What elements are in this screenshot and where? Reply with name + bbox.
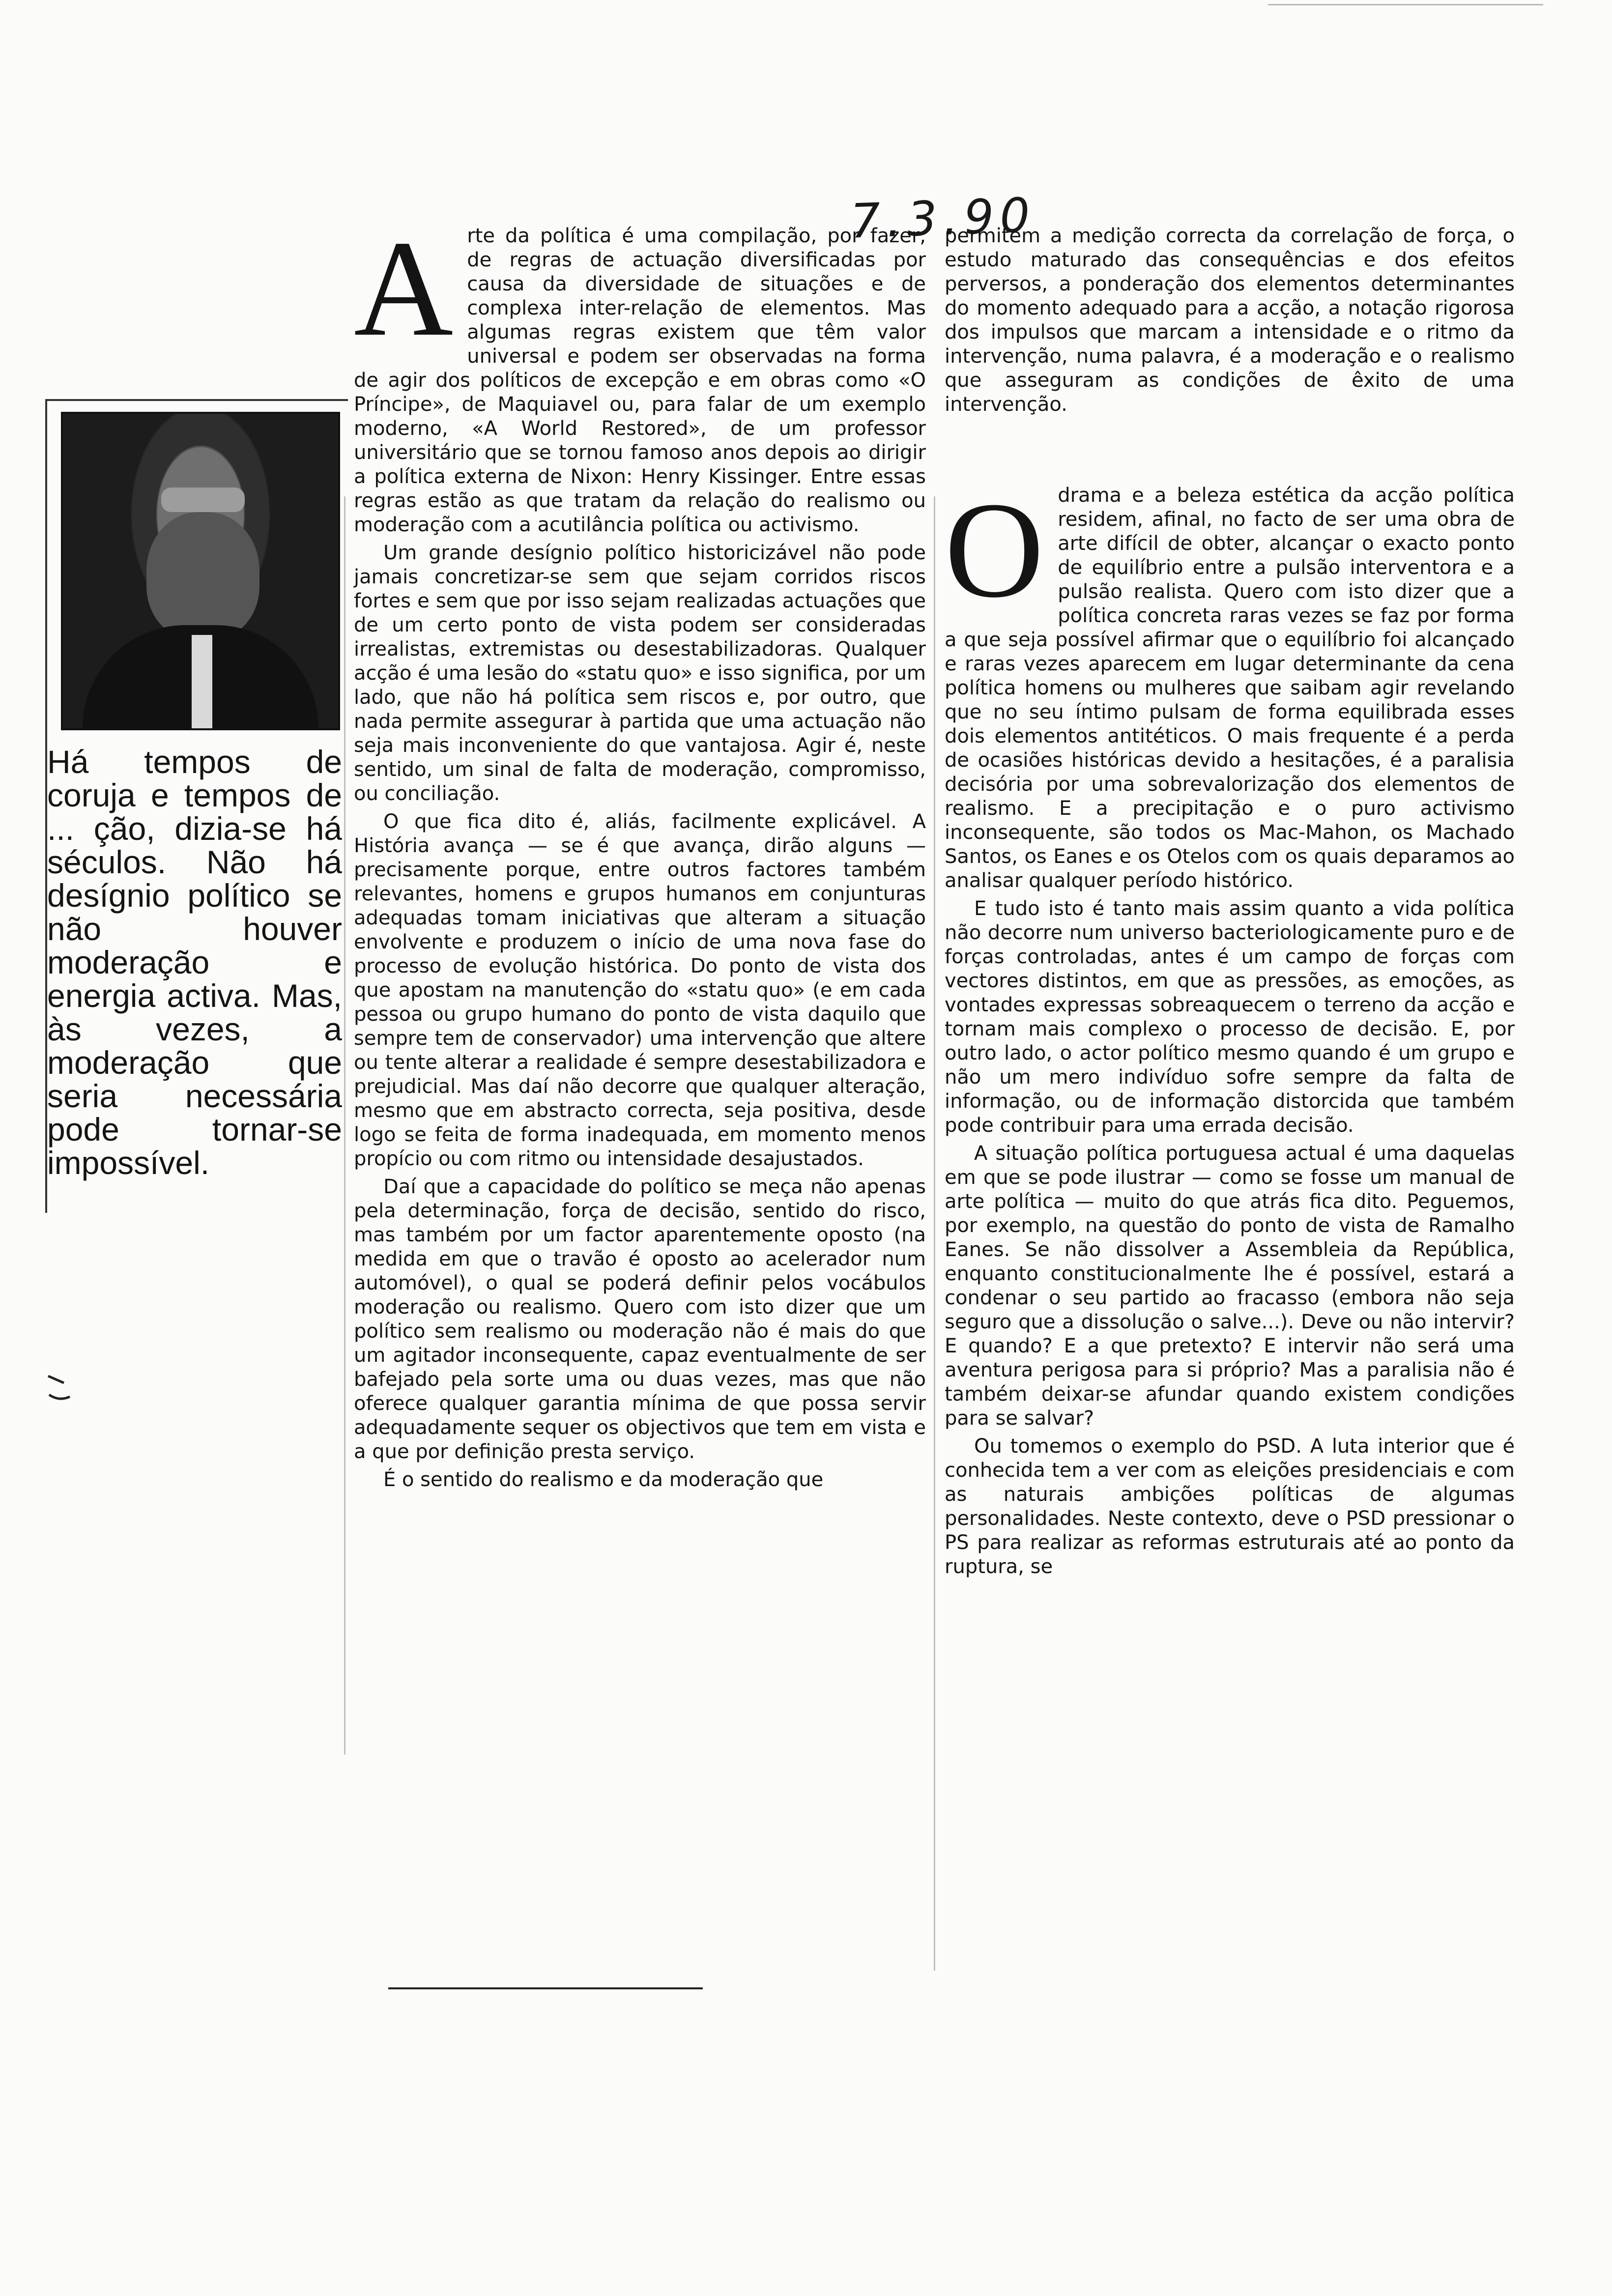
col1-paragraph-1: rte da política é uma compilação, por fazer, de regras de actuação diversificadas por causa da diversidade de situações e de complexa inter-relação de elementos. Mas algumas regras existem que têm valor universal e podem ser observadas na forma de agir dos políticos de excepção e em obras como «O Príncipe», de Maquiavel ou, para falar de um exemplo moderno, «A World Restored», de um professor universitário que se tornou famoso anos depois ao dirigir a política externa de Nixon: Henry Kissinger. Entre essas regras estão as que tratam da relação do realismo ou moderação com a acutilância política ou activismo. [354,225,926,536]
photo-shirt [192,635,212,728]
drop-cap-a: A [354,212,454,365]
col1-paragraph-4: Daí que a capacidade do político se meça não apenas pela determinação, força de decisão, sentido do risco, mas também por um factor aparentemente oposto (na medida em que o travão é oposto ao acelerador num automóvel), o qual se poderá definir pelos vocábulos moderação ou realismo. Quero com isto dizer que um político sem realismo ou moderação não é mais do que um agitador inconsequente, capaz eventualmente de ser bafejado pela sorte uma ou duas vezes, mas que não oferece qualquer garantia mínima de que possa servir adequadamente sequer os objectivos que tem em vista e a que por definição presta serviço. [354,1176,926,1463]
column-divider-2 [934,496,935,1971]
col1-paragraph-3: O que fica dito é, aliás, facilmente explicável. A História avança — se é que avança, dirão alguns — precisamente porque, entre outros factores também relevantes, homens e grupos humanos em conjunturas adequadas tomam iniciativas que alteram a situação envolvente e produzem o início de uma nova fase do processo de evolução histórica. Do ponto de vista dos que apostam na manutenção do «statu quo» (e em cada pessoa ou grupo humano do ponto de vista daquilo que sempre tem de conservador) uma intervenção que altere ou tente alterar a realidade é sempre desestabilizadora e prejudicial. Mas daí não decorre que qualquer alteração, mesmo que em abstracto correcta, seja positiva, desde logo se feita de forma inadequada, em momento menos propício ou com ritmo ou intensidade desajustados. [354,810,926,1170]
article-column-2 [945,224,1515,1583]
col2-paragraph-cont: permitem a medição correcta da correlação de força, o estudo maturado das consequências e dos efeitos perversos, a ponderação dos elementos determinantes do momento adequado para a acção, a notação rigorosa dos impulsos que marcam a intensidade e o ritmo da intervenção, numa palavra, é a moderação e o realismo que asseguram as condições de êxito de uma intervenção. [945,225,1515,416]
col1-paragraph-2: Um grande desígnio político historicizável não pode jamais concretizar-se sem que sejam corridos riscos fortes e sem que por isso sejam realizadas actuações que de um certo ponto de vista podem ser consideradas irrealistas, extremistas ou desestabilizadoras. Qualquer acção é uma lesão do «statu quo» e isso significa, por um lado, que não há política sem riscos e, por outro, que nada permite assegurar à partida que uma actuação não seja mais inconveniente do que vantajosa. Agir é, neste sentido, um sinal de falta de moderação, compromisso, ou conciliação. [354,542,926,805]
col2-paragraph-3: A situação política portuguesa actual é uma daquelas em que se pode ilustrar — como se fosse um manual de arte política — muito do que atrás fica dito. Peguemos, por exemplo, na questão do ponto de vista de Ramalho Eanes. Se não dissolver a Assembleia da República, enquanto constitucionalmente lhe é possível, estará a condenar o seu partido ao fracasso (embora não seja seguro que a dissolução o salve...). Deve ou não intervir? E quando? E a que pretexto? E intervir não será uma aventura perigosa para si próprio? Mas a paralisia não é também deixar-se afundar quando existem condições para se salvar? [945,1142,1515,1430]
drop-cap-o: O [945,473,1044,626]
scan-edge-mark [1268,4,1543,5]
sidebar-box [45,399,348,1213]
handwritten-date: 7.3.90 [849,187,1037,249]
photo-face [146,512,259,640]
column-end-rule [388,1987,703,1989]
photo-glasses-highlight [161,488,245,512]
col2-paragraph-2: E tudo isto é tanto mais assim quanto a vida política não decorre num universo bacteriologicamente puro e de forças controladas, antes é um campo de forças com vectores distintos, em que as pressões, as emoções, as vontades expressas sobreaquecem o terreno da acção e tornam mais complexo o processo de decisão. E, por outro lado, o actor político mesmo quando é um grupo e não um mero indivíduo sofre sempre da falta de informação, ou de informação distorcida que também pode contribuir para uma errada decisão. [945,897,1515,1137]
col2-paragraph-4: Ou tomemos o exemplo do PSD. A luta interior que é conhecida tem a ver com as eleições presidenciais e com as naturais ambições políticas de algumas personalidades. Neste contexto, deve o PSD pressionar o PS para realizar as reformas estruturais até ao ponto da ruptura, se [945,1435,1515,1578]
pull-quote: Há tempos de coruja e tempos de ... ção, dizia-se há séculos. Não há desígnio político se não houver moderação e energia activa. Mas, às vezes, a moderação que seria necessária pode tornar-se impossível. [47,744,342,1181]
col1-paragraph-5: É o sentido do realismo e da moderação que [383,1468,824,1491]
article-column-1 [354,212,926,1496]
col2-paragraph-1: drama e a beleza estética da acção política residem, afinal, no facto de ser uma obra de arte difícil de obter, alcançar o exacto ponto de equilíbrio entre a pulsão interventora e a pulsão realista. Quero com isto dizer que a política concreta raras vezes se faz por forma a que seja possível afirmar que o equilíbrio foi alcançado e raras vezes aparecem em lugar determinante da cena política homens ou mulheres que saibam agir revelando que no seu íntimo pulsam de forma equilibrada esses dois elementos antitéticos. O mais frequente é a perda de ocasiões históricas devido a hesitações, é a paralisia decisória por uma sobrevalorização dos elementos de realismo. E a precipitação e o puro activismo inconsequente, são todos os Mac-Mahon, os Machado Santos, os Eanes e os Otelos com os quais deparamos ao analisar qualquer período histórico. [945,484,1515,892]
author-photo [61,412,340,730]
margin-mark-icon [44,1371,74,1406]
column-divider-1 [344,496,345,1754]
